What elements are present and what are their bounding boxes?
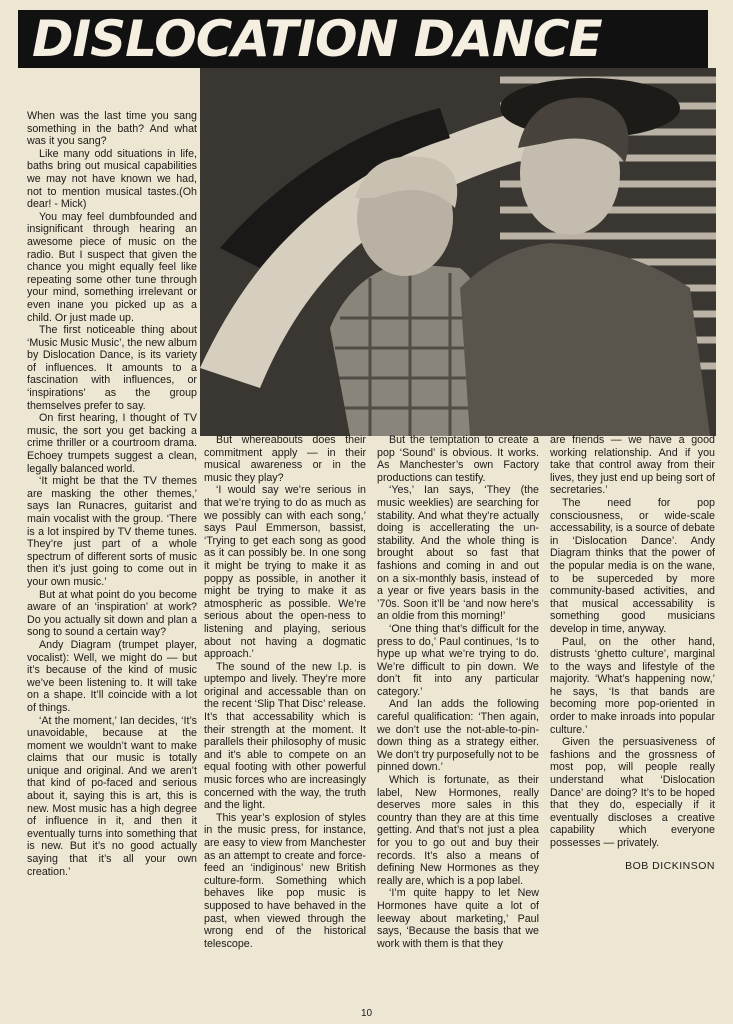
article-column-1 bbox=[27, 110, 197, 1015]
paragraph: ‘At the moment,’ Ian decides, ‘It’s unavoidable, because at the moment we wouldn’t want to make claims that our music is totally unique and original. And we aren’t that kind of po-faced and serious about it, saying this is art, this is new. Most music has a high degree of influence in it, and then it eventually turns into something that is new. But it’s no good actually saying that it’s all your own creation.’ bbox=[27, 714, 197, 878]
paragraph: But at what point do you become aware of an ‘inspiration’ at work? Do you actually sit down and plan a song to sound a certain way? bbox=[27, 588, 197, 639]
paragraph: Paul, on the other hand, distrusts ‘ghetto culture’, marginal to the ways and lifestyle of the majority. ‘What’s happening now,’ he says, ‘Is that bands are becoming more pop-oriented in order to make inroads into popular culture.’ bbox=[550, 635, 715, 736]
paragraph: And Ian adds the following careful qualification: ‘Then again, we don’t use the not-able-to-pin-down thing as a strategy either. We don’t try purposefully not to be pinned down.’ bbox=[377, 698, 539, 774]
page-title: DISLOCATION DANCE bbox=[18, 10, 708, 68]
paragraph: The first noticeable thing about ‘Music Music Music’, the new album by Dislocation Dance, is its variety of influences. It amounts to a fascination with influences, or ‘inspirations’ as the group themselves prefer to say. bbox=[27, 324, 197, 412]
article-column-3 bbox=[377, 434, 539, 1014]
paragraph: ‘It might be that the TV themes are masking the other themes,’ says Ian Runacres, guitarist and main vocalist with the group. ‘There is a lot inspired by TV theme tunes. They’re just part of a whole spectrum of different sorts of music then it’s just going to come out in your own music.’ bbox=[27, 475, 197, 588]
paragraph: Like many odd situations in life, baths bring out musical capabilities we may not have known we had, not to mention musical tastes.(Oh dear! - Mick) bbox=[27, 147, 197, 211]
paragraph: are friends — we have a good working relationship. And if you take that control away from their lives, they just end up being sort of secretaries.’ bbox=[550, 434, 715, 497]
paragraph: The sound of the new l.p. is uptempo and lively. They’re more original and accessable than on the recent ‘Slip That Disc’ release. It’s that accessability which is their strength at the moment. It parallels their philosophy of music and it’s able to compete on an equal footing with other powerful music forces who are increasingly concerned with the way, the truth and the light. bbox=[204, 660, 366, 812]
paragraph: You may feel dumbfounded and insignificant through hearing an awesome piece of music on the radio. But I suspect that given the chance you might equally feel like repeating some other tune through your mind, something irrelevant or even inane you picked up as a child. Or just made up. bbox=[27, 210, 197, 324]
band-photo bbox=[200, 68, 716, 436]
band-photo-icon bbox=[200, 68, 716, 436]
article-column-2 bbox=[204, 434, 366, 1014]
paragraph: ‘I would say we’re serious in that we’re trying to do as much as we possibly can with each song,’ says Paul Emmerson, bassist, ‘Trying to get each song as good as it can possibly be. In one song it might be trying to make it as poppy as possible, in another it might be trying to make it as atmospheric as possible. We’re serious about the open-ness to listening and playing, serious about not having a dogmatic approach.’ bbox=[204, 484, 366, 661]
byline: BOB DICKINSON bbox=[625, 859, 715, 872]
paragraph: Andy Diagram (trumpet player, vocalist): Well, we might do — but it’s because of the kind of music we’ve been listening to. It will take on a shape. It’ll coincide with a lot of things. bbox=[27, 638, 197, 714]
paragraph: When was the last time you sang something in the bath? And what was it you sang? bbox=[27, 110, 197, 148]
paragraph: Given the persuasiveness of fashions and the grossness of most pop, will people really understand what ‘Dislocation Dance’ are doing? It’s to be hoped that they do, especially if it eventually discloses a creative capability which everyone possesses — privately. bbox=[550, 736, 715, 849]
paragraph: ‘I’m quite happy to let New Hormones have quite a lot of leeway about marketing,’ Paul says, ‘Because the basis that we work with them is that they bbox=[377, 887, 539, 950]
paragraph: Which is fortunate, as their label, New Hormones, really deserves more sales in this country than they are at this time getting. And that’s not just a plea for you to go out and buy their records. It’s also a means of defining New Hormones as they really are, which is a pop label. bbox=[377, 774, 539, 887]
paragraph: ‘Yes,’ Ian says, ‘They (the music weeklies) are searching for stability. And what they’re actually doing is accellerating the un-stability. And the whole thing is brought about so fast that fashions and coming in and out on a six-monthly basis, instead of a year or five years basis in the ’70s. Soon it’ll be ‘and now here’s an oldie from this morning!’ bbox=[377, 484, 539, 623]
paragraph: But whereabouts does their commitment apply — in their musical awareness or in the music they play? bbox=[204, 434, 366, 484]
page-number: 10 bbox=[360, 1008, 373, 1019]
paragraph: This year’s explosion of styles in the music press, for instance, are easy to view from Manchester as an attempt to create and force-feed an ‘indiginous’ new British culture-form. Something which behaves like pop music is supposed to have behaved in the past, when viewed through the wrong end of the historical telescope. bbox=[204, 811, 366, 950]
paragraph: On first hearing, I thought of TV music, the sort you get backing a crime thriller or a courtroom drama. Echoey trumpets suggest a clean, legally balanced world. bbox=[27, 412, 197, 475]
paragraph: ‘One thing that’s difficult for the press to do,’ Paul continues, ‘Is to hype up what we’re trying to do. We’re difficult to pin down. We don’t fit into any particular category.’ bbox=[377, 622, 539, 698]
article-column-4 bbox=[550, 434, 715, 1014]
paragraph: The need for pop consciousness, or wide-scale accessability, is a source of debate in ‘Dislocation Dance’. Andy Diagram thinks that the power of the popular media is on the wane, to be superceded by more community-based activities, and that musical accessability is something good musicians develop in time, anyway. bbox=[550, 496, 715, 635]
paragraph: But the temptation to create a pop ‘Sound’ is obvious. It works. As Manchester’s own Factory productions can testify. bbox=[377, 434, 539, 484]
